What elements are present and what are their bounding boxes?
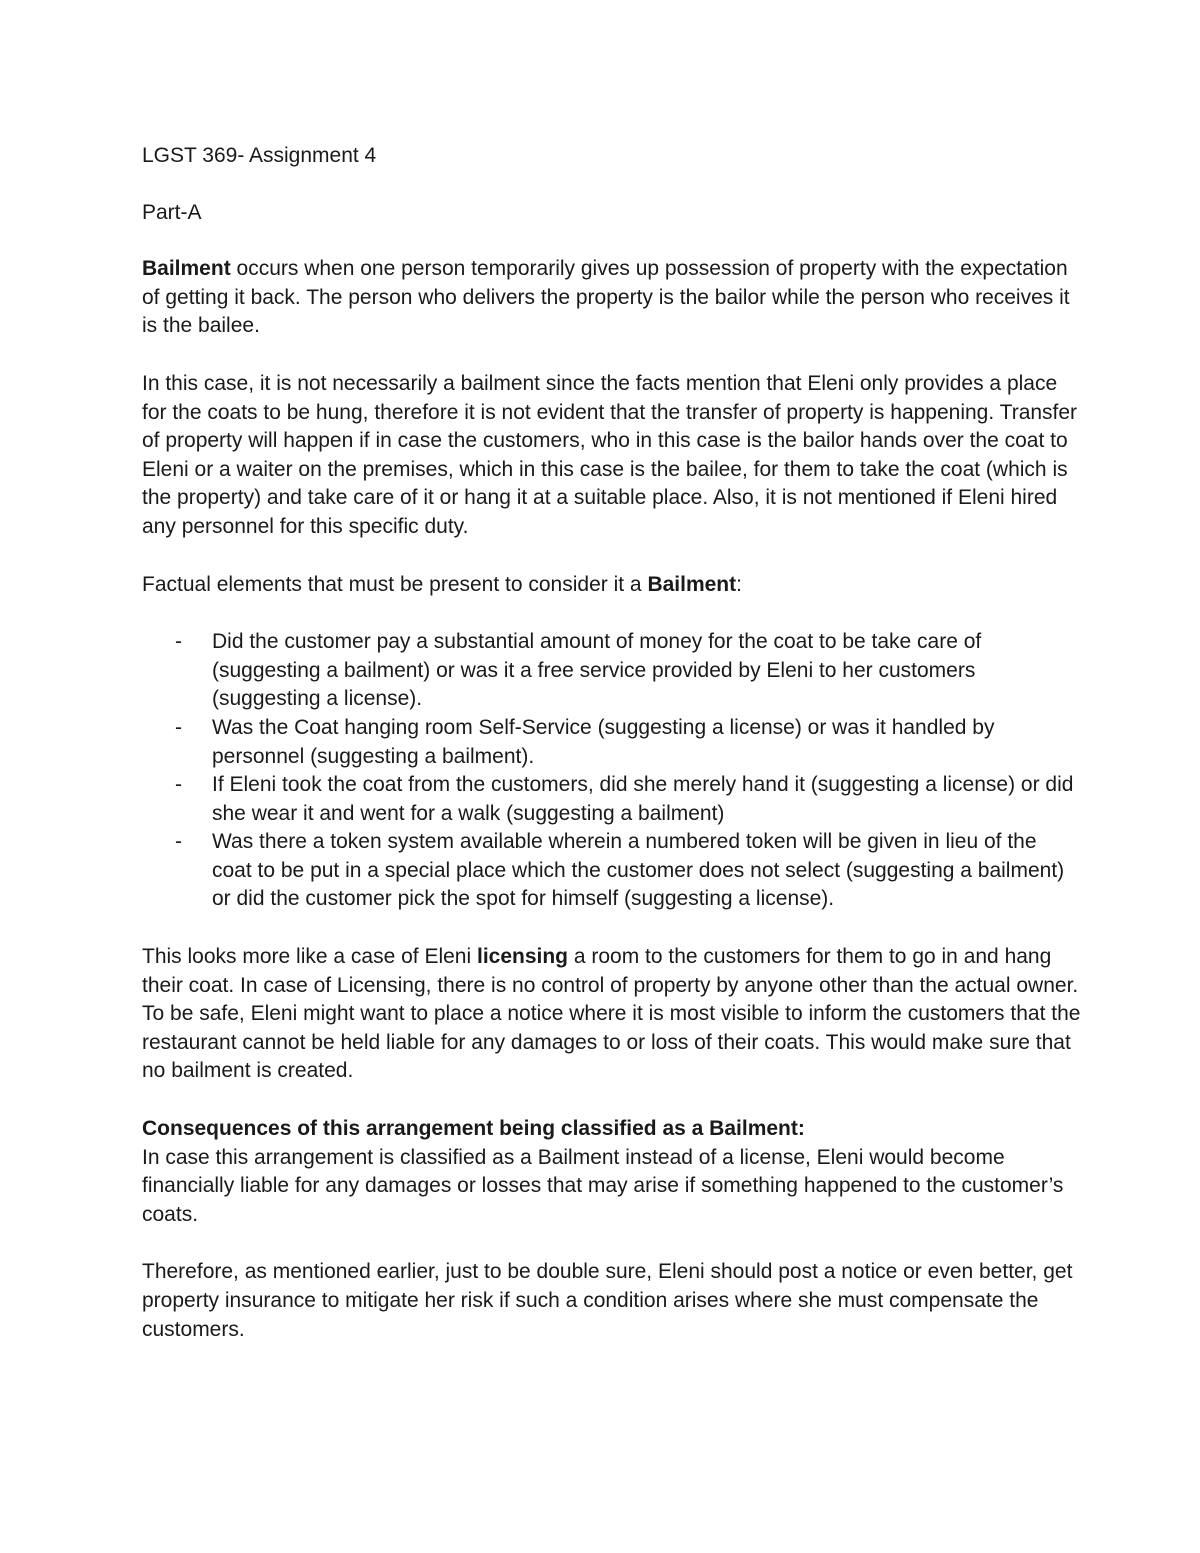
factual-elements-list: [142, 628, 1082, 914]
section-label: Part-A: [142, 200, 202, 224]
factual-elements-bold: Bailment: [647, 572, 737, 596]
conclusion-paragraph: Therefore, as mentioned earlier, just to be double sure, Eleni should post a notice or even better, get property insurance to mitigate her risk if such a condition arises where she must compensate the customers.: [142, 1260, 1073, 1341]
licensing-paragraph: This looks more like a case of Eleni licensing a room to the customers for them to go in and hang their coat. In case of Licensing, there is no control of property by anyone other than the actual owner. To be safe, Eleni might want to place a notice where it is most visible to inform the customers that the restaurant cannot be held liable for any damages to or loss of their coats. This would make sure that no bailment is created.: [142, 945, 1081, 1083]
consequences-heading: Consequences of this arrangement being classified as a Bailment:: [142, 1117, 805, 1141]
licensing-bold: licensing: [476, 945, 569, 969]
list-item: [142, 628, 1082, 714]
bullet-marker: -: [175, 773, 182, 797]
definition-paragraph: [142, 255, 1082, 341]
list-item: [142, 714, 1082, 771]
list-item-text: Did the customer pay a substantial amount of money for the coat to be take care of (suggesting a bailment) or was it a free service provided by Eleni to her customers (suggesting a license).: [212, 630, 982, 711]
list-item: [142, 828, 1082, 914]
consequences-paragraph: In case this arrangement is classified as a Bailment instead of a license, Eleni would become financially liable for any damages or losses that may arise if something happened to the customer’s coats.: [142, 1145, 1064, 1226]
bullet-marker: -: [175, 830, 182, 854]
bullet-marker: -: [175, 715, 182, 739]
document-page: [142, 142, 1082, 1373]
list-item-text: If Eleni took the coat from the customers, did she merely hand it (suggesting a license) or did she wear it and went for a walk (suggesting a bailment): [212, 773, 1074, 825]
list-item-text: Was the Coat hanging room Self-Service (suggesting a license) or was it handled by personnel (suggesting a bailment).: [212, 715, 995, 768]
definition-term: Bailment: [142, 257, 231, 281]
definition-text: occurs when one person temporarily gives up possession of property with the expectation of getting it back. The person who delivers the property is the bailor while the person who receives it is the bailee.: [142, 257, 1070, 338]
document-title: LGST 369- Assignment 4: [142, 144, 377, 167]
list-item: [142, 771, 1082, 828]
bullet-marker: -: [175, 630, 182, 654]
list-item-text: Was there a token system available wherein a numbered token will be given in lieu of the coat to be put in a special place which the customer does not select (suggesting a bailment) or did the customer pick the spot for himself (suggesting a license).: [212, 830, 1065, 911]
factual-elements-intro: Factual elements that must be present to consider it a Bailment:: [142, 572, 742, 596]
analysis-paragraph: In this case, it is not necessarily a bailment since the facts mention that Eleni only provides a place for the coats to be hung, therefore it is not evident that the transfer of property is happening. Transfer of property will happen if in case the customers, who in this case is the bailor hands over the coat to Eleni or a waiter on the premises, which in this case is the bailee, for them to take the coat (which is the property) and take care of it or hang it at a suitable place. Also, it is not mentioned if Eleni hired any personnel for this specific duty.: [142, 371, 1078, 538]
